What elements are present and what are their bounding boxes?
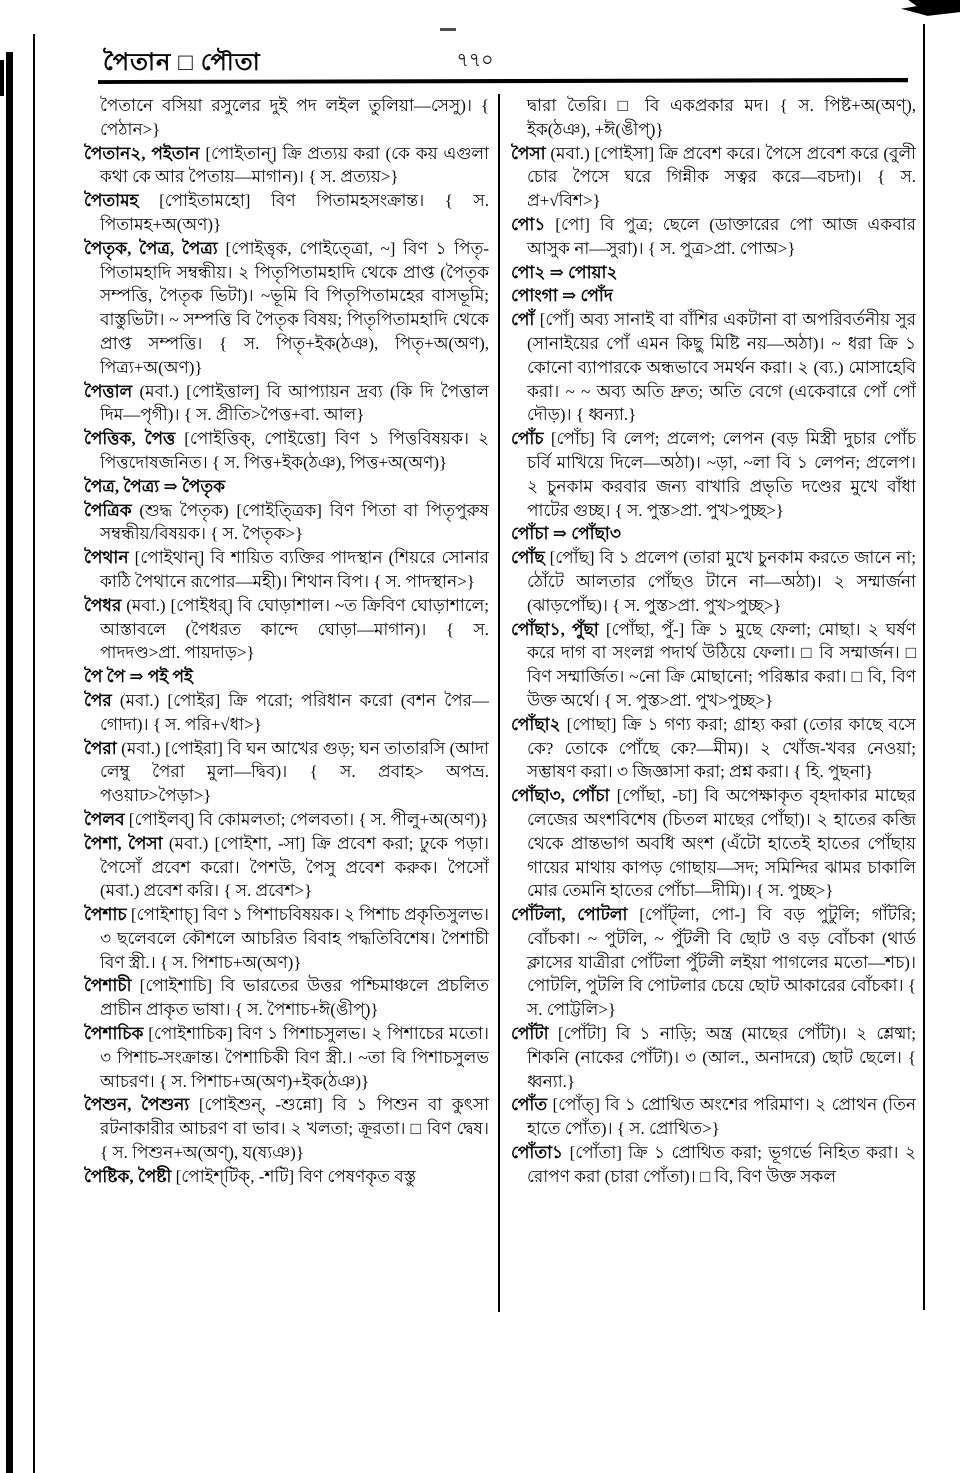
entry-headword: পৈথান bbox=[84, 548, 135, 568]
entry-headword: পৈশা, পৈসা bbox=[84, 833, 169, 853]
dictionary-entry bbox=[84, 499, 489, 547]
dictionary-entry bbox=[511, 713, 916, 784]
entry-headword: পৈধর bbox=[84, 595, 127, 615]
entry-headword: পো১ bbox=[511, 214, 556, 234]
dictionary-entry bbox=[84, 594, 489, 665]
entry-body: (মবা.) [পোইধর্] বি ঘোড়াশাল। ~ত ক্রিবিণ ঘোড়াশালে; আস্তাবলে (পৈধরত কান্দে ঘোড়া—মাগান)। { স. পাদদণ্ড>প্রা. পায়দাড়>} bbox=[100, 595, 489, 663]
dictionary-entry bbox=[511, 618, 916, 713]
entry-body: [পোইলব্] বি কোমলতা; পেলবতা। { স. পীলু+অ(অণ)} bbox=[128, 809, 489, 829]
entry-body: [পোইথান্] বি শায়িত ব্যক্তির পাদস্থান (শিয়রে সোনার কাঠি পৈথানে রূপোর—মহী)। শিথান বিপ। { স. পাদস্থান>} bbox=[100, 548, 489, 591]
entry-headword: পৈশাচ bbox=[84, 905, 131, 925]
entry-headword: পৈর bbox=[84, 690, 120, 710]
entry-headword: পোঁটলা, পোটলা bbox=[511, 905, 640, 925]
entry-body: পৈতানে বসিয়া রসুলের দুই পদ লইল তুলিয়া—সেসু)। { পেঠান>} bbox=[100, 96, 489, 139]
entry-headword: পৈত্র, পৈত্র্য ⇒ পৈতৃক bbox=[84, 476, 226, 496]
entry-headword: পৈ পৈ ⇒ পই পই bbox=[84, 667, 193, 687]
entry-headword: পৈতান২, পইতান bbox=[84, 143, 206, 163]
dictionary-entry bbox=[511, 1141, 916, 1189]
entry-headword: পৈত্তিক, পৈত্ত bbox=[84, 429, 185, 449]
entry-headword: পৈষ্টিক, পৈষ্টী bbox=[84, 1166, 176, 1186]
entry-headword: পৈত্রিক bbox=[84, 500, 140, 520]
entry-body: [পোঁছা, -চা] বি অপেক্ষাকৃত বৃহদাকার মাছের লেজের অংশবিশেষ (চিতল মাছের পোঁছা)। ২ হাতের কব্জি থেকে প্রান্তভাগ অবধি অংশ (এঁটো হাতেই হাতের পোঁছায় গায়ের মাথায় কাপড় গোছায়—সদ; সমিন্দির ঝামর চাকালি মোর তেমনি হাতের পোঁচা—দীমি)। { স. পুচ্ছ>} bbox=[527, 786, 916, 901]
entry-headword: পৈলব bbox=[84, 809, 129, 829]
entry-body: [পোঁতা] ক্রি ১ প্রোথিত করা; ভূগর্ভে নিহিত করা। ২ রোপণ করা (চারা পোঁতা)। □ বি, বিণ উক্ত সকল bbox=[527, 1143, 916, 1186]
entry-body: [পোইশাচিক] বিণ ১ পিশাচসুলভ। ২ পিশাচের মতো। ৩ পিশাচ-সংক্রান্ত। পৈশাচিকী বিণ স্ত্রী.। ~তা বি পিশাচসুলভ আচরণ। { স. পিশাচ+অ(অণ)+ইক(ঠঞ)} bbox=[100, 1024, 489, 1091]
entry-body: [পোইতামহো] বিণ পিতামহসংক্রান্ত। { স. পিতামহ+অ(অণ)} bbox=[100, 191, 489, 234]
column-right bbox=[511, 94, 916, 1424]
dictionary-entry bbox=[511, 284, 916, 308]
column-left bbox=[84, 94, 489, 1424]
entry-body: [পোঁছা, পুঁ-] ক্রি ১ মুছে ফেলা; মোছা। ২ ঘর্ষণ করে দাগ বা সংলগ্ন পদার্থ উঠিয়ে ফেলা। □ বি সম্মার্জন। □ বিণ সম্মার্জিত। ~নো ক্রি মোছানো; পরিষ্কার করা। □ বি, বিণ উক্ত অর্থে। { স. পুস্ত>প্রা. পুখ>পুচ্ছ>} bbox=[527, 619, 916, 710]
entry-body: [পোইত্তৃক, পোইত্ত্রো, ~] বিণ ১ পিতৃ-পিতামহাদি সম্বন্ধীয়। ২ পিতৃপিতামহাদি থেকে প্রাপ্ত (পৈতৃক সম্পত্তি, পৈতৃক ভিটা)। ~ভূমি বি পিতৃপিতামহের বাসভূমি; বাস্তুভিটা। ~ সম্পত্তি বি পৈতৃক বিষয়; পিতৃপিতামহাদি থেকে প্রাপ্ত সম্পত্তি। { স. পিতৃ+ইক(ঠঞ), পিতৃ+অ(অণ), পিত্র্য+অ(অণ)} bbox=[100, 238, 489, 377]
entry-body: (মবা.) [পোইরা] বি ঘন আখের গুড়; ঘন তাতারসি (আদা লেম্বু পৈরা মুলা—দ্বিব)। { স. প্রবাহ> অপভ্র. পওয়াঢ>পৈড়া>} bbox=[100, 738, 489, 806]
entry-body: [পোঁছ] বি ১ প্রলেপ (তারা মুখে চুনকাম করতে জানে না; ঠোঁটে আলতার পোঁছও টানে না—অঠা)। ২ সম্মার্জনা (ঝাড়পোঁছ)। { স. পুস্ত>প্রা. পুখ>পুচ্ছ>} bbox=[527, 548, 916, 615]
dictionary-entry bbox=[511, 142, 916, 213]
entry-headword: পোঁচ bbox=[511, 429, 551, 449]
entry-headword: পৈসা bbox=[511, 143, 551, 163]
entry-body: [পোইশাচি] বি ভারতের উত্তর পশ্চিমাঞ্চলে প্রচলিত প্রাচীন প্রাকৃত ভাষা। { স. পৈশাচ+ঈ(ঙীপ্)} bbox=[100, 976, 489, 1020]
dictionary-entry bbox=[511, 261, 916, 285]
dictionary-entry bbox=[84, 546, 489, 594]
entry-headword: পৈতৃক, পৈত্র, পৈত্র্য bbox=[84, 238, 226, 258]
entry-body: [পোইশ্‌টিক্, -শটি] বিণ পেষণকৃত বস্তু bbox=[175, 1166, 416, 1186]
dictionary-entry bbox=[511, 213, 916, 261]
scan-corner-mark bbox=[888, 0, 960, 22]
dictionary-entry bbox=[84, 1022, 489, 1093]
dictionary-entry bbox=[511, 546, 916, 617]
dictionary-entry bbox=[84, 903, 489, 974]
entry-body: [পোছা] ক্রি ১ গণ্য করা; গ্রাহ্য করা (তোর কাছে বসে কে? তোকে পোঁছে কে?—মীম)। ২ খোঁজ-খবর নেওয়া; সম্ভাষণ করা। ৩ জিজ্ঞাসা করা; প্রশ্ন করা। { হি. পুছনা} bbox=[527, 714, 916, 782]
page-edge-line-right bbox=[923, 24, 925, 1310]
entry-headword: পোঁছা১, পুঁছা bbox=[511, 619, 606, 639]
entry-body: (মবা.) [পোইসা] ক্রি প্রবেশ করে। পৈসে প্রবেশ করে (বুলী চোর পৈসে ঘরে গিন্নীক সত্বর করে—বচদা)। { স. প্র+√বিশ>} bbox=[527, 143, 916, 211]
entry-body: [পো] বি পুত্র; ছেলে (ডাক্তারের পো আজ একবার আসুক না—সুরা)। { স. পুত্র>প্রা. পোঅ>} bbox=[527, 214, 916, 258]
dictionary-entry bbox=[84, 94, 489, 142]
entry-headword: পো২ ⇒ পোয়া২ bbox=[511, 262, 618, 282]
entry-body: [পোঁটা] বি ১ নাড়ি; অন্ত্র (মাছের পোঁটা)। ২ শ্লেষ্মা; শিকনি (নাকের পোঁটা)। ৩ (আল., অনাদরে) ছোট ছেলে। { ধ্বন্যা.} bbox=[527, 1024, 916, 1091]
entry-body: [পোইশুন্, -শুন্নো] বি ১ পিশুন বা কুৎসা রটনাকারীর আচরণ বা ভাব। ২ খলতা; ক্রূরতা। □ বিণ দ্বেষ। { স. পিশুন+অ(অণ্), য(ষ্যঞ)} bbox=[100, 1095, 489, 1163]
dictionary-entry bbox=[511, 1022, 916, 1093]
entry-body: [পোঁচ] বি লেপ; প্রলেপ; লেপন (বড় মিস্ত্রী দুচার পোঁচ চর্বি মাখিয়ে দিলে—অঠা)। ~ড়া, ~লা বি ১ লেপন; প্রলেপ। ২ চুনকাম করবার জন্য বাখারি প্রভৃতি দণ্ডের মুখে বাঁধা পাটের গুচ্ছ। { স. পুস্ত>প্রা. পুখ>পুচ্ছ>} bbox=[527, 429, 916, 520]
binding-bar bbox=[6, 52, 13, 1473]
dictionary-entry bbox=[84, 189, 489, 237]
scan-smudge bbox=[440, 28, 456, 31]
entry-body: [পোঁট্‌লা, পো-] বি বড় পুটুলি; গাঁটরি; বোঁচকা। ~ পুটলি, ~ পুঁটলী বি ছোট ও বড় বোঁচকা (থার্ড ক্লাসের যাত্রীরা পোঁটলা পুঁটলী লইয়া পাগলের মতো—শচ)। পোটলি, পুটলি বি পোটলার চেয়ে ছোট আকারের বোঁচকা। { স. পোট্টলি>} bbox=[527, 905, 916, 1020]
entry-headword: পৈত্তাল bbox=[84, 381, 140, 401]
dictionary-entry bbox=[84, 974, 489, 1022]
entry-headword: পোঁ bbox=[511, 310, 540, 330]
dictionary-entry bbox=[511, 308, 916, 427]
dictionary-entry bbox=[84, 237, 489, 380]
dictionary-entry bbox=[511, 784, 916, 903]
entry-body: [পোইত্তিক্, পোইত্তো] বিণ ১ পিত্তবিষয়ক। ২ পিত্তদোষজনিত। { স. পিত্ত+ইক(ঠঞ), পিত্ত+অ(অণ)} bbox=[100, 429, 489, 472]
entry-body: (মবা.) [পোইর] ক্রি পরো; পরিধান করো (বশন পৈর—গোদা)। { স. পরি+√ধা>} bbox=[100, 690, 489, 734]
entry-body: [পোইশাচ্] বিণ ১ পিশাচবিষয়ক। ২ পিশাচ প্রকৃতিসুলভ। ৩ ছলেবলে কৌশলে আচরিত বিবাহ পদ্ধতিবিশেষ। পৈশাচী বিণ স্ত্রী.। { স. পিশাচ+অ(অণ)} bbox=[100, 905, 489, 972]
dictionary-entry bbox=[84, 665, 489, 689]
entry-body: (শুদ্ধ পৈতৃক) [পোইত্ত্রিক] বিণ পিতা বা পিতৃপুরুষ সম্বন্ধীয়/বিষয়ক। { স. পৈতৃক>} bbox=[100, 500, 489, 544]
dictionary-entry bbox=[84, 380, 489, 428]
column-divider bbox=[498, 94, 500, 1312]
entry-body: (মবা.) [পোইশা, -সা] ক্রি প্রবেশ করা; ঢুকে পড়া। পৈসোঁ প্রবেশ করো। পৈশউ, পৈসু প্রবেশ করুক। পৈসোঁ (মবা.) প্রবেশ করি। { স. প্রবেশ>} bbox=[100, 833, 489, 901]
entry-headword: পোঁছ bbox=[511, 548, 550, 568]
dictionary-entry bbox=[84, 832, 489, 903]
dictionary-body bbox=[84, 94, 916, 1424]
dictionary-entry bbox=[511, 522, 916, 546]
dictionary-entry bbox=[84, 427, 489, 475]
running-head-guide-words: পৈতান □ পৌতা bbox=[103, 50, 261, 76]
entry-headword: পোঁছা৩, পোঁচা bbox=[511, 786, 617, 806]
entry-headword: পোংগা ⇒ পোঁদ bbox=[511, 286, 613, 306]
dictionary-entry bbox=[84, 689, 489, 737]
dictionary-entry bbox=[511, 1093, 916, 1141]
entry-headword: পৈশুন, পৈশুন্য bbox=[84, 1095, 199, 1115]
entry-body: [পোঁত্] বি ১ প্রোথিত অংশের পরিমাণ। ২ প্রোথন (তিন হাতে পোঁত)। { স. প্রোথিত>} bbox=[527, 1095, 916, 1139]
entry-headword: পোঁচা ⇒ পোঁছা৩ bbox=[511, 524, 621, 544]
dictionary-entry bbox=[511, 94, 916, 142]
entry-headword: পোঁছা২ bbox=[511, 714, 567, 734]
entry-headword: পোঁটা bbox=[511, 1024, 558, 1044]
dictionary-entry bbox=[84, 1093, 489, 1164]
entry-headword: পৈতামহ bbox=[84, 191, 160, 211]
dictionary-entry bbox=[84, 808, 489, 832]
dictionary-entry bbox=[84, 1165, 489, 1189]
entry-headword: পৈশাচী bbox=[84, 976, 140, 996]
entry-headword: পোঁতা১ bbox=[511, 1143, 570, 1163]
entry-body: [পোঁ] অব্য সানাই বা বাঁশির একটানা বা অপরিবর্তনীয় সুর (সানাইয়ের পোঁ এমন কিছু মিষ্টি নয়—অঠা)। ~ ধরা ক্রি ১ কোনো ব্যাপারকে অন্ধভাবে সমর্থন করা। ২ (ব্য.) মোসাহেবি করা। ~ ~ অব্য অতি দ্রুত; অতি বেগে (একেবারে পোঁ পোঁ দৌড়)। { ধ্বন্যা.} bbox=[527, 310, 916, 425]
dictionary-entry bbox=[84, 142, 489, 190]
binding-notch bbox=[0, 60, 4, 96]
entry-body: [পোইতান্] ক্রি প্রত্যয় করা (কে কয় এগুলা কথা কে আর পৈতায়—মাগান)। { স. প্রত্যয়>} bbox=[100, 143, 489, 187]
dictionary-entry bbox=[84, 737, 489, 808]
entry-body: (মবা.) [পোইত্তাল] বি আপ্যায়ন দ্রব্য (কি দি পৈত্তাল দিম—পৃগী)। { স. প্রীতি>পৈত্ত+বা. আল} bbox=[100, 381, 489, 425]
dictionary-entry bbox=[511, 903, 916, 1022]
entry-headword: পৈশাচিক bbox=[84, 1024, 149, 1044]
entry-headword: পোঁত bbox=[511, 1095, 553, 1115]
page-edge-line-left bbox=[33, 34, 35, 1473]
entry-body: দ্বারা তৈরি। □ বি একপ্রকার মদ। { স. পিষ্ট+অ(অণ্), ইক(ঠঞ), +ঈ(ঙীপ্)} bbox=[527, 96, 916, 139]
entry-headword: পৈরা bbox=[84, 738, 122, 758]
dictionary-entry bbox=[511, 427, 916, 522]
page-number: ৭৭০ bbox=[456, 50, 494, 71]
dictionary-entry bbox=[84, 475, 489, 499]
